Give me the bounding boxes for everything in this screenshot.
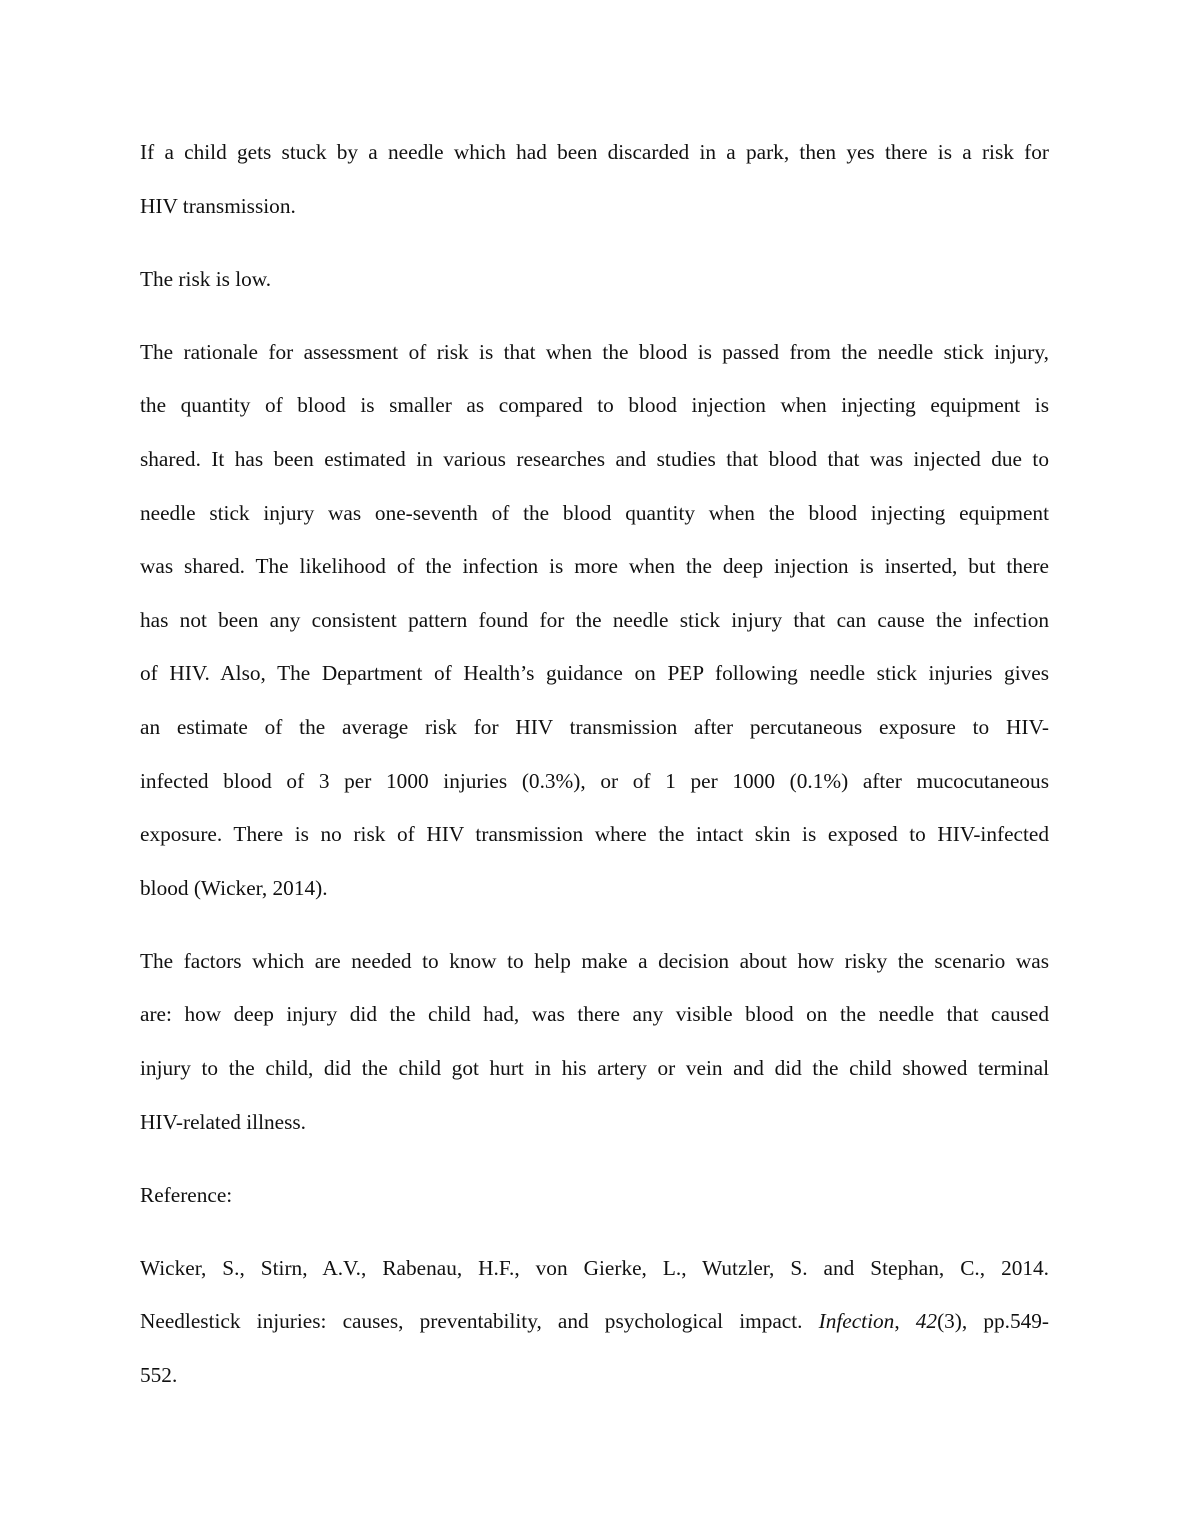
citation-volume: 42 bbox=[915, 1309, 938, 1334]
text-line: If a child gets stuck by a needle which had been discarded in a park, then yes there is a risk for bbox=[140, 140, 1049, 164]
text-line: needle stick injury was one-seventh of the blood quantity when the blood injecting equipment bbox=[140, 500, 1049, 525]
text-line: HIV-related illness. bbox=[140, 1109, 306, 1134]
text-line: 552. bbox=[140, 1362, 178, 1387]
text-line: are: how deep injury did the child had, was there any visible blood on the needle that caused bbox=[140, 1002, 1049, 1027]
text-line: exposure. There is no risk of HIV transmission where the intact skin is exposed to HIV-infected bbox=[140, 822, 1049, 847]
text-line: Wicker, S., Stirn, A.V., Rabenau, H.F., von Gierke, L., Wutzler, S. and Stephan, C., 2014. bbox=[140, 1255, 1049, 1280]
text-line: injury to the child, did the child got hurt in his artery or vein and did the child showed terminal bbox=[140, 1056, 1049, 1080]
text-line: The risk is low. bbox=[140, 266, 272, 291]
text-line: infected blood of 3 per 1000 injuries (0.3%), or of 1 per 1000 (0.1%) after mucocutaneous bbox=[140, 768, 1049, 793]
citation-journal: Infection bbox=[818, 1309, 895, 1334]
text-line: an estimate of the average risk for HIV transmission after percutaneous exposure to HIV- bbox=[140, 714, 1049, 739]
text-line: the quantity of blood is smaller as compared to blood injection when injecting equipment is bbox=[140, 393, 1049, 418]
text-line: Reference: bbox=[140, 1182, 233, 1207]
paragraph-risk-intro bbox=[140, 126, 1049, 233]
text-line: HIV transmission. bbox=[140, 193, 296, 218]
text-line bbox=[140, 1295, 1049, 1349]
text-line: The factors which are needed to know to help make a decision about how risky the scenario was bbox=[140, 948, 1049, 973]
text-line: blood (Wicker, 2014). bbox=[140, 875, 328, 900]
reference-citation bbox=[140, 1242, 1049, 1403]
text-line: of HIV. Also, The Department of Health’s guidance on PEP following needle stick injuries gives bbox=[140, 661, 1049, 686]
text-line: was shared. The likelihood of the infection is more when the deep injection is inserted, but there bbox=[140, 554, 1049, 579]
citation-sep: , bbox=[894, 1309, 916, 1334]
text-line: has not been any consistent pattern found for the needle stick injury that can cause the infection bbox=[140, 607, 1049, 632]
paragraph-factors bbox=[140, 935, 1049, 1149]
paragraph-risk-level bbox=[140, 253, 1049, 307]
paragraph-rationale bbox=[140, 326, 1049, 916]
text-line: shared. It has been estimated in various researches and studies that blood that was injected due to bbox=[140, 446, 1049, 471]
citation-issue-pages: (3), pp.549- bbox=[937, 1309, 1049, 1334]
text-line: The rationale for assessment of risk is that when the blood is passed from the needle stick injury, bbox=[140, 339, 1049, 364]
document-page bbox=[140, 126, 1049, 1422]
citation-title: Needlestick injuries: causes, preventability, and psychological impact. bbox=[140, 1309, 819, 1334]
reference-heading bbox=[140, 1169, 1049, 1223]
